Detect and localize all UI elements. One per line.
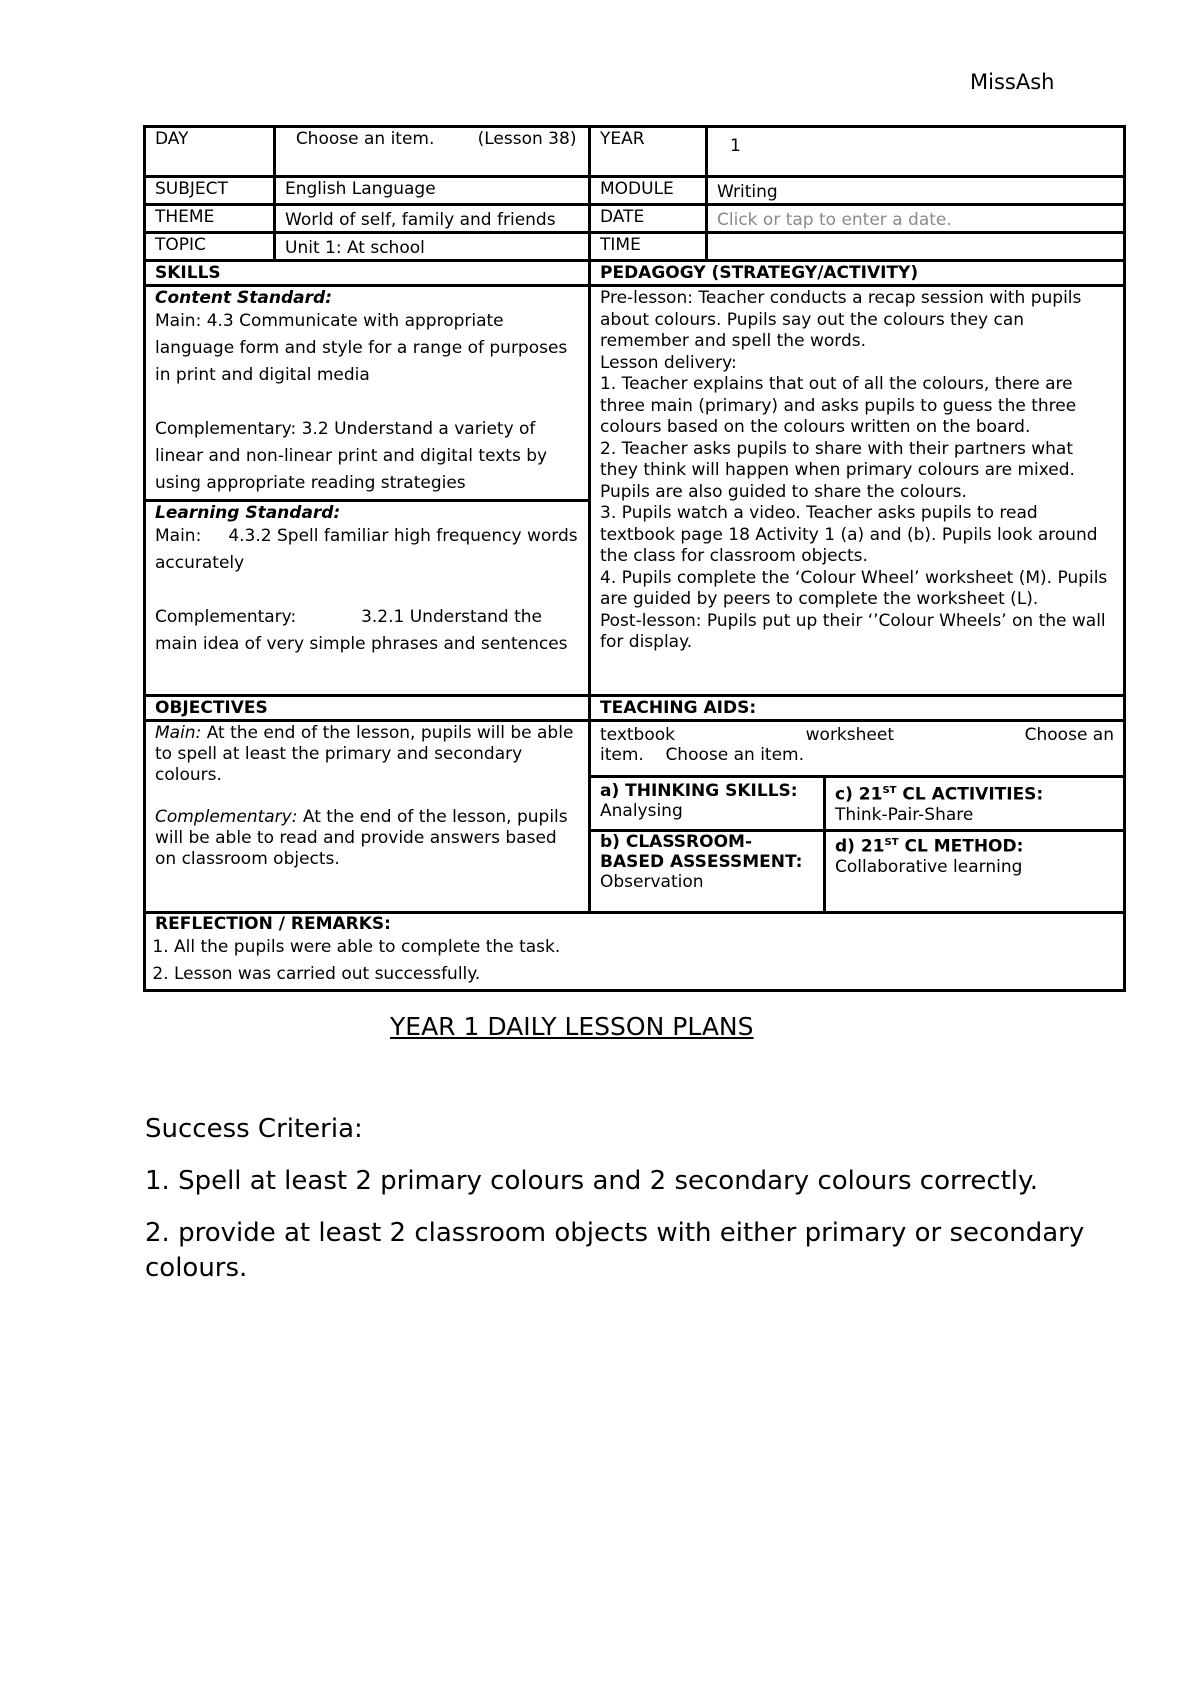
time-value [707,233,1125,261]
cl-activities-heading: c) 21ST CL ACTIVITIES: [835,784,1044,805]
aid-textbook[interactable]: textbook [600,725,675,745]
delivery-step-4: 4. Pupils complete the ‘Colour Wheel’ worksheet (M). Pupils are guided by peers to complete the worksheet (L). [600,567,1108,609]
module-value: Writing [707,177,1125,205]
objective-main [155,723,579,786]
teaching-aids-heading: TEACHING AIDS: [590,696,1125,721]
subject-label: SUBJECT [145,177,275,205]
success-criterion-2: 2. provide at least 2 classroom objects with either primary or secondary colours. [145,1218,1085,1283]
theme-value: World of self, family and friends [275,205,590,233]
objective-comp-text: At the end of the lesson, pupils will be able to read and provide answers based on classroom objects. [155,807,568,869]
year-label: YEAR [590,127,707,177]
objective-comp-label: Complementary: [155,807,298,827]
date-label: DATE [590,205,707,233]
topic-value: Unit 1: At school [275,233,590,261]
author-header: MissAsh [970,70,1055,94]
cl-activities-cell [825,777,1125,831]
delivery-step-3: 3. Pupils watch a video. Teacher asks pupils to read textbook page 18 Activity 1 (a) and (b). Pupils look around the class for classroom objects. [600,503,1098,566]
content-main: Main: 4.3 Communicate with appropriate language form and style for a range of purposes in print and digital media [155,311,568,385]
reflection-item: 1. All the pupils were able to complete the task. [174,934,1114,961]
content-standard-label: Content Standard: [155,288,332,308]
objectives-heading: OBJECTIVES [145,696,590,721]
teaching-aids-cell [590,721,1125,777]
year-value: 1 [707,127,1125,177]
pre-lesson: Pre-lesson: Teacher conducts a recap session with pupils about colours. Pupils say out the colours they can remember and spell the words. [600,288,1082,351]
content-complementary: Complementary: 3.2 Understand a variety of linear and non-linear print and digital texts by using appropriate reading strategies [155,419,548,493]
learning-main: Main: 4.3.2 Spell familiar high frequency words accurately [155,526,584,573]
skills-heading: SKILLS [145,261,590,286]
learning-standard-label: Learning Standard: [155,503,341,523]
page-title: YEAR 1 DAILY LESSON PLANS [390,1012,754,1041]
cl-method-heading: d) 21ST CL METHOD: [835,836,1024,857]
reflection-cell [145,913,1125,991]
success-criteria-heading: Success Criteria: [145,1114,363,1144]
cl-method-cell [825,831,1125,913]
assessment-heading: b) CLASSROOM-BASED ASSESSMENT: [600,832,803,872]
day-label: DAY [145,127,275,177]
topic-label: TOPIC [145,233,275,261]
day-dropdown[interactable]: Choose an item. [295,129,435,149]
reflection-heading: REFLECTION / REMARKS: [155,914,391,934]
lesson-delivery-label: Lesson delivery: [600,352,737,373]
theme-label: THEME [145,205,275,233]
time-label: TIME [590,233,707,261]
day-cell [275,127,590,177]
success-criterion-1: 1. Spell at least 2 primary colours and 2 secondary colours correctly. [145,1166,1038,1196]
cl-activities-value: Think-Pair-Share [835,804,974,825]
learning-complementary: Complementary: 3.2.1 Understand the main idea of very simple phrases and sentences [155,607,568,654]
thinking-skills-value: Analysing [600,801,683,821]
objectives-cell [145,721,590,913]
date-picker[interactable]: Click or tap to enter a date. [707,205,1125,233]
learning-standard-cell [145,501,590,696]
assessment-cell [590,831,825,913]
reflection-item: 2. Lesson was carried out successfully. [174,961,1114,988]
aid-dropdown-1-cont[interactable]: item. [600,745,644,765]
delivery-step-1: 1. Teacher explains that out of all the colours, there are three main (primary) and asks pupils to guess the three colours based on the colours written on the board. [600,374,1077,437]
lesson-plan-table [143,125,1126,992]
content-standard-cell [145,286,590,501]
cl-method-value: Collaborative learning [835,856,1023,877]
delivery-step-2: 2. Teacher asks pupils to share with their partners what they think will happen when primary colours are mixed. Pupils are also guided to share the colours. [600,438,1075,502]
thinking-skills-cell [590,777,825,831]
objective-complementary [155,807,579,870]
lesson-number: (Lesson 38) [477,129,577,149]
pedagogy-cell [590,286,1125,696]
success-criteria [145,1112,1105,1303]
post-lesson: Post-lesson: Pupils put up their ‘’Colour Wheels’ on the wall for display. [600,610,1106,652]
objective-main-label: Main: [155,723,202,743]
aid-dropdown-1[interactable]: Choose an [1024,725,1114,745]
thinking-skills-heading: a) THINKING SKILLS: [600,781,798,801]
aid-worksheet[interactable]: worksheet [805,725,894,745]
aid-dropdown-2[interactable]: Choose an item. [665,745,805,765]
module-label: MODULE [590,177,707,205]
objective-main-text: At the end of the lesson, pupils will be able to spell at least the primary and secondary colours. [155,723,574,785]
assessment-value: Observation [600,872,704,892]
pedagogy-heading: PEDAGOGY (STRATEGY/ACTIVITY) [590,261,1125,286]
reflection-list [155,934,1114,988]
subject-value: English Language [275,177,590,205]
